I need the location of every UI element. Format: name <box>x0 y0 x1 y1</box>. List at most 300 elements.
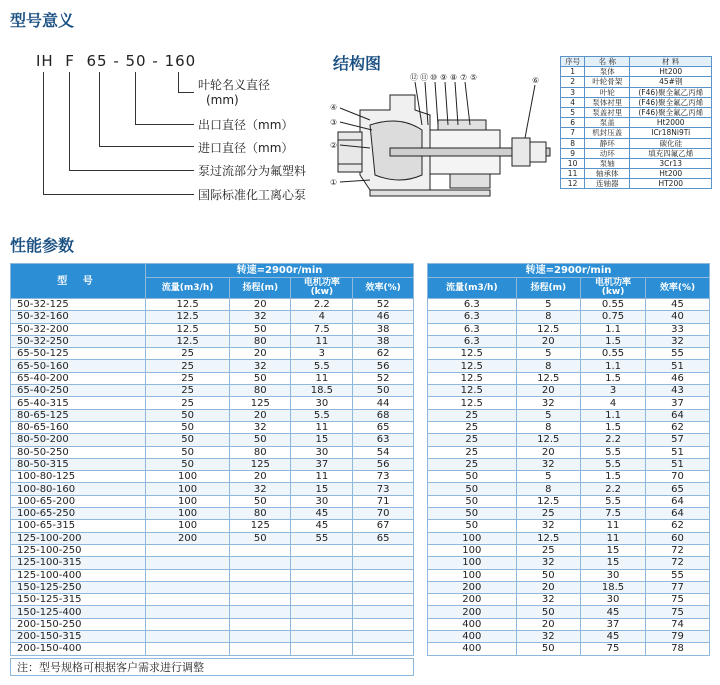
table-cell: 71 <box>353 495 414 507</box>
table-row <box>11 348 414 360</box>
model-cell: 200-150-400 <box>11 643 146 655</box>
table-row <box>428 323 710 335</box>
col-flow: 流量(m3/h) <box>146 278 230 299</box>
table-cell <box>230 569 291 581</box>
table-cell: 75 <box>646 606 710 618</box>
table-row <box>11 409 414 421</box>
callout-10: ⑩ <box>430 73 438 82</box>
table-row <box>11 581 414 593</box>
code-f: F <box>65 52 75 70</box>
table-cell: 50 <box>146 458 230 470</box>
table-cell: 碳化硅 <box>630 138 712 148</box>
table-cell: 泵体 <box>585 67 630 77</box>
table-row <box>561 158 712 168</box>
table-cell: 51 <box>646 446 710 458</box>
table-cell: 12.5 <box>428 372 517 384</box>
table-cell: 3 <box>581 385 646 397</box>
table-cell <box>353 569 414 581</box>
model-cell: 50-32-250 <box>11 335 146 347</box>
table-cell: 泵体衬里 <box>585 97 630 107</box>
table-row <box>11 594 414 606</box>
col-flow: 流量(m3/h) <box>428 278 517 299</box>
table-cell: 64 <box>646 409 710 421</box>
table-row <box>11 520 414 532</box>
table-cell: 8 <box>516 311 580 323</box>
table-cell: 动环 <box>585 148 630 158</box>
table-cell: 25 <box>516 508 580 520</box>
table-cell: 12.5 <box>516 532 580 544</box>
table-cell: 45 <box>581 631 646 643</box>
table-cell <box>291 618 353 630</box>
callout-3: ③ <box>330 118 338 127</box>
table-cell: 50 <box>516 606 580 618</box>
table-cell: 15 <box>291 483 353 495</box>
table-row <box>428 372 710 384</box>
col-efficiency: 效率(%) <box>353 278 414 299</box>
col-power: 电机功率 (kw) <box>291 278 353 299</box>
table-cell: 8 <box>516 360 580 372</box>
parts-header-material: 材 料 <box>630 57 712 67</box>
table-cell: 60 <box>646 532 710 544</box>
table-row <box>11 544 414 556</box>
table-cell: 32 <box>230 483 291 495</box>
table-cell: 200 <box>428 581 517 593</box>
model-header: 型 号 <box>11 264 146 299</box>
table-cell: 12 <box>561 179 585 189</box>
callout-8: ⑧ <box>450 73 458 82</box>
table-cell: 7.5 <box>291 323 353 335</box>
table-cell <box>230 606 291 618</box>
table-cell: 63 <box>353 434 414 446</box>
table-cell: 8 <box>516 421 580 433</box>
table-cell: 10 <box>561 158 585 168</box>
model-cell: 100-65-315 <box>11 520 146 532</box>
table-cell: Ht200 <box>630 67 712 77</box>
label-inlet: 进口直径（mm） <box>198 141 294 155</box>
model-code <box>36 52 196 70</box>
table-cell: 50 <box>230 372 291 384</box>
table-cell: 51 <box>646 458 710 470</box>
table-cell: 12.5 <box>516 323 580 335</box>
table-cell: 50 <box>516 643 580 655</box>
table-cell: 12.5 <box>146 335 230 347</box>
table-cell: 50 <box>230 434 291 446</box>
table-cell: 57 <box>646 434 710 446</box>
table-cell: 15 <box>581 557 646 569</box>
table-cell: 50 <box>428 520 517 532</box>
table-row <box>561 97 712 107</box>
table-row <box>428 581 710 593</box>
table-cell: 40 <box>646 311 710 323</box>
table-cell: (F46)聚全氟乙丙烯 <box>630 107 712 117</box>
table-row <box>11 360 414 372</box>
table-cell: 20 <box>230 409 291 421</box>
table-cell: 100 <box>146 520 230 532</box>
table-cell <box>353 643 414 655</box>
table-cell: 5.5 <box>581 458 646 470</box>
table-cell: 25 <box>428 421 517 433</box>
table-cell: 72 <box>646 544 710 556</box>
table-cell: 11 <box>291 335 353 347</box>
callout-4: ④ <box>330 103 338 112</box>
table-cell: 100 <box>146 483 230 495</box>
table-row <box>11 631 414 643</box>
table-cell: 4 <box>291 311 353 323</box>
table-cell: 1.5 <box>581 335 646 347</box>
table-row <box>11 458 414 470</box>
performance-table-left <box>10 263 414 656</box>
table-cell: 1.1 <box>581 323 646 335</box>
table-cell: 100 <box>146 495 230 507</box>
table-cell: 20 <box>516 335 580 347</box>
table-cell: 25 <box>146 360 230 372</box>
table-cell: 125 <box>230 397 291 409</box>
table-cell: 7.5 <box>581 508 646 520</box>
model-cell: 65-50-160 <box>11 360 146 372</box>
table-cell: 50 <box>146 421 230 433</box>
table-cell <box>230 544 291 556</box>
table-cell: 12.5 <box>146 323 230 335</box>
table-cell: 12.5 <box>428 397 517 409</box>
bracket-line <box>135 124 194 125</box>
table-cell <box>291 631 353 643</box>
table-cell: 11 <box>581 532 646 544</box>
table-cell: 2.2 <box>291 299 353 311</box>
table-cell <box>146 643 230 655</box>
table-cell <box>353 618 414 630</box>
table-cell <box>353 594 414 606</box>
table-cell <box>230 581 291 593</box>
table-cell: 50 <box>428 495 517 507</box>
table-cell: 15 <box>291 434 353 446</box>
table-cell: 5 <box>516 299 580 311</box>
table-cell: 8 <box>516 483 580 495</box>
callout-5: ⑤ <box>470 73 478 82</box>
table-cell: 1.5 <box>581 471 646 483</box>
table-cell: 78 <box>646 643 710 655</box>
model-cell: 80-50-315 <box>11 458 146 470</box>
table-cell: 30 <box>291 495 353 507</box>
table-row <box>11 471 414 483</box>
table-row <box>428 631 710 643</box>
table-cell: 1.5 <box>581 421 646 433</box>
table-cell: 45 <box>291 520 353 532</box>
table-cell <box>353 557 414 569</box>
parts-header-name: 名 称 <box>585 57 630 67</box>
table-cell: 25 <box>146 372 230 384</box>
table-cell: 50 <box>428 483 517 495</box>
label-outlet: 出口直径（mm） <box>198 118 294 132</box>
table-cell: 37 <box>646 397 710 409</box>
code-dash: - <box>152 52 159 70</box>
table-cell: 30 <box>291 446 353 458</box>
table-cell: 20 <box>230 471 291 483</box>
table-cell: 25 <box>146 348 230 360</box>
table-cell: 37 <box>581 618 646 630</box>
table-cell: 50 <box>146 446 230 458</box>
table-cell: 5 <box>561 107 585 117</box>
table-cell: 52 <box>353 299 414 311</box>
table-row <box>11 385 414 397</box>
speed-header-left: 转速=2900r/min <box>146 264 414 278</box>
table-cell <box>146 544 230 556</box>
table-row <box>11 483 414 495</box>
model-cell: 125-100-250 <box>11 544 146 556</box>
table-cell: 25 <box>146 397 230 409</box>
table-cell: 12.5 <box>428 348 517 360</box>
table-cell: 12.5 <box>516 372 580 384</box>
table-cell: 18.5 <box>581 581 646 593</box>
table-cell: 80 <box>230 446 291 458</box>
table-cell: 45 <box>646 299 710 311</box>
table-cell: 46 <box>353 311 414 323</box>
label-impeller-unit: (mm) <box>206 93 239 107</box>
table-cell: 32 <box>516 557 580 569</box>
table-cell: 46 <box>646 372 710 384</box>
bracket-line <box>99 146 194 147</box>
table-cell: 6.3 <box>428 311 517 323</box>
table-cell: 20 <box>230 299 291 311</box>
structure-title: 结构图 <box>333 54 382 73</box>
table-cell: 44 <box>353 397 414 409</box>
table-cell: 50 <box>428 508 517 520</box>
model-cell: 100-80-125 <box>11 471 146 483</box>
table-cell: 填充四氟乙烯 <box>630 148 712 158</box>
table-cell: 68 <box>353 409 414 421</box>
table-row <box>11 434 414 446</box>
table-cell: 9 <box>561 148 585 158</box>
table-cell: 400 <box>428 631 517 643</box>
model-meaning-title: 型号意义 <box>10 11 75 30</box>
table-cell: 33 <box>646 323 710 335</box>
table-cell: 6.3 <box>428 335 517 347</box>
table-cell: 12.5 <box>516 495 580 507</box>
table-cell: 20 <box>230 348 291 360</box>
callout-1: ① <box>330 178 338 187</box>
table-cell: 泵盖 <box>585 118 630 128</box>
table-cell: 20 <box>516 446 580 458</box>
table-cell: 泵轴 <box>585 158 630 168</box>
table-row <box>11 446 414 458</box>
bracket-line <box>43 194 194 195</box>
table-row <box>428 385 710 397</box>
parts-table <box>560 56 712 189</box>
table-cell: 1.1 <box>581 360 646 372</box>
table-row <box>428 335 710 347</box>
code-impeller: 160 <box>164 52 197 70</box>
model-cell: 150-125-250 <box>11 581 146 593</box>
table-cell: 11 <box>581 520 646 532</box>
model-cell: 200-150-250 <box>11 618 146 630</box>
table-cell: 50 <box>516 569 580 581</box>
table-row <box>428 409 710 421</box>
callout-9: ⑨ <box>440 73 448 82</box>
table-cell <box>291 581 353 593</box>
table-cell: 50 <box>353 385 414 397</box>
table-cell: 74 <box>646 618 710 630</box>
table-cell <box>146 618 230 630</box>
table-cell: 45 <box>581 606 646 618</box>
table-row <box>561 128 712 138</box>
label-fluoroplastic: 泵过流部分为氟塑料 <box>198 164 307 178</box>
table-row <box>561 77 712 87</box>
table-row <box>561 179 712 189</box>
table-cell: 8 <box>561 138 585 148</box>
table-cell: 79 <box>646 631 710 643</box>
table-cell: 43 <box>646 385 710 397</box>
table-cell: 55 <box>646 569 710 581</box>
table-cell <box>146 581 230 593</box>
table-cell: 200 <box>146 532 230 544</box>
col-power: 电机功率 (kw) <box>581 278 646 299</box>
table-cell: 5.5 <box>581 446 646 458</box>
table-cell: 7 <box>561 128 585 138</box>
table-row <box>561 67 712 77</box>
table-cell: 12.5 <box>146 299 230 311</box>
table-row <box>11 299 414 311</box>
table-row <box>428 569 710 581</box>
table-cell: 125 <box>230 458 291 470</box>
label-standard: 国际标准化工离心泵 <box>198 188 307 202</box>
table-cell: 1 <box>561 67 585 77</box>
table-row <box>561 87 712 97</box>
table-row <box>428 495 710 507</box>
table-row <box>11 372 414 384</box>
table-cell: 6 <box>561 118 585 128</box>
table-cell: 45 <box>291 508 353 520</box>
table-cell: 12.5 <box>428 385 517 397</box>
model-cell: 80-50-250 <box>11 446 146 458</box>
table-cell <box>291 544 353 556</box>
table-row <box>428 557 710 569</box>
table-cell: 70 <box>353 508 414 520</box>
model-cell: 100-80-160 <box>11 483 146 495</box>
table-cell: 32 <box>516 397 580 409</box>
table-cell: 56 <box>353 458 414 470</box>
callout-11: ⑪ <box>420 73 428 82</box>
table-cell: 6.3 <box>428 299 517 311</box>
table-row <box>11 311 414 323</box>
table-cell: 50 <box>146 434 230 446</box>
table-cell: 25 <box>146 385 230 397</box>
table-cell: 12.5 <box>516 434 580 446</box>
bracket-line <box>69 72 70 170</box>
code-outlet: 50 <box>125 52 147 70</box>
table-cell: 73 <box>353 483 414 495</box>
table-cell: 20 <box>516 385 580 397</box>
table-cell <box>230 594 291 606</box>
table-cell: 0.55 <box>581 348 646 360</box>
model-cell: 80-65-160 <box>11 421 146 433</box>
callout-2: ② <box>330 141 338 150</box>
table-cell: 50 <box>230 323 291 335</box>
table-row <box>561 107 712 117</box>
table-cell: 3 <box>561 87 585 97</box>
table-row <box>428 360 710 372</box>
model-cell: 65-40-200 <box>11 372 146 384</box>
table-cell: 51 <box>646 360 710 372</box>
table-cell <box>146 631 230 643</box>
table-cell: HT200 <box>630 179 712 189</box>
table-row <box>428 446 710 458</box>
table-row <box>428 544 710 556</box>
table-cell: 1.1 <box>581 409 646 421</box>
bracket-line <box>178 72 179 92</box>
table-cell: 50 <box>230 495 291 507</box>
table-row <box>11 606 414 618</box>
table-cell: 45#钢 <box>630 77 712 87</box>
callout-12: ⑫ <box>410 73 418 82</box>
table-cell: 64 <box>646 495 710 507</box>
table-cell: 30 <box>581 594 646 606</box>
table-cell: (F46)聚全氟乙丙烯 <box>630 97 712 107</box>
table-cell: 叶轮 <box>585 87 630 97</box>
table-cell: 32 <box>516 631 580 643</box>
table-row <box>561 118 712 128</box>
table-cell: 75 <box>581 643 646 655</box>
model-cell: 100-65-250 <box>11 508 146 520</box>
table-cell: 32 <box>516 458 580 470</box>
table-cell: 32 <box>646 335 710 347</box>
table-row <box>11 508 414 520</box>
model-cell: 150-125-315 <box>11 594 146 606</box>
table-cell: 55 <box>646 348 710 360</box>
pump-structure-diagram <box>330 70 555 210</box>
table-cell: 11 <box>291 471 353 483</box>
table-cell: 25 <box>428 409 517 421</box>
table-cell: 12.5 <box>146 311 230 323</box>
table-cell: 100 <box>146 508 230 520</box>
callout-6: ⑥ <box>532 76 540 85</box>
table-row <box>428 520 710 532</box>
table-cell <box>230 618 291 630</box>
table-row <box>428 299 710 311</box>
code-dash: - <box>113 52 120 70</box>
table-cell: 25 <box>516 544 580 556</box>
table-cell <box>230 643 291 655</box>
table-cell: 65 <box>353 532 414 544</box>
model-cell: 80-50-200 <box>11 434 146 446</box>
col-head: 扬程(m) <box>230 278 291 299</box>
table-cell: 50 <box>230 532 291 544</box>
table-row <box>428 643 710 655</box>
table-cell <box>291 643 353 655</box>
table-cell: 5 <box>516 471 580 483</box>
table-row <box>428 458 710 470</box>
table-cell: 200 <box>428 594 517 606</box>
table-row <box>428 348 710 360</box>
table-cell: 62 <box>353 348 414 360</box>
table-cell: 18.5 <box>291 385 353 397</box>
table-cell: 5.5 <box>291 409 353 421</box>
table-row <box>11 557 414 569</box>
model-cell: 65-40-315 <box>11 397 146 409</box>
table-row <box>11 335 414 347</box>
table-cell: 20 <box>516 581 580 593</box>
model-cell: 65-50-125 <box>11 348 146 360</box>
performance-table-right <box>427 263 710 656</box>
speed-header-right: 转速=2900r/min <box>428 264 710 278</box>
table-cell: 72 <box>646 557 710 569</box>
note-text: 注：型号规格可根据客户需求进行调整 <box>10 658 414 676</box>
code-inlet: 65 <box>86 52 108 70</box>
table-cell: 11 <box>291 372 353 384</box>
table-cell: 1.5 <box>581 372 646 384</box>
code-ih: IH <box>36 52 54 70</box>
table-cell: 70 <box>646 471 710 483</box>
table-row <box>428 311 710 323</box>
table-cell: 100 <box>428 544 517 556</box>
